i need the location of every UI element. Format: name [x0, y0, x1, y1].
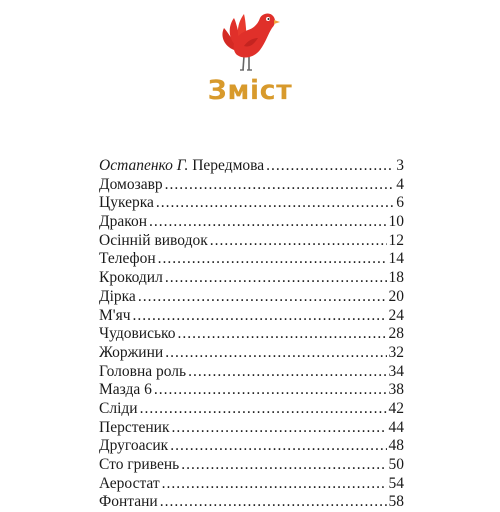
toc-leader-dots [210, 232, 387, 251]
toc-entry [99, 232, 404, 251]
toc-page-number: 24 [388, 306, 404, 324]
toc-leader-dots [162, 475, 387, 494]
toc-entry-label: Чудовисько [99, 325, 176, 343]
toc-page-number: 42 [388, 399, 404, 417]
toc-entry [99, 344, 404, 363]
toc-entry-title [99, 307, 131, 326]
toc-page-number: 12 [388, 231, 404, 249]
toc-page-number: 32 [388, 343, 404, 361]
toc-leader-dots [178, 325, 387, 344]
toc-entry [99, 363, 404, 382]
toc-page-number: 50 [388, 456, 404, 473]
toc-entry-label: Аеростат [99, 474, 160, 492]
toc-leader-dots [140, 400, 387, 419]
toc-leader-dots [170, 437, 386, 456]
toc-entry [99, 288, 404, 307]
toc-page-number: 38 [388, 381, 404, 399]
toc-entry-title [99, 363, 186, 382]
toc-leader-dots [181, 456, 386, 475]
toc-entry [99, 157, 404, 176]
toc-page-number: 58 [388, 493, 404, 511]
toc-entry-title [99, 232, 208, 251]
toc-page-number: 6 [396, 194, 404, 212]
toc-page-number: 44 [388, 418, 404, 436]
toc-entry [99, 493, 404, 512]
toc-leader-dots [149, 213, 387, 232]
toc-page-number: 4 [396, 175, 404, 193]
toc-entry-label: М'яч [99, 306, 131, 324]
toc-entry-label: Сліди [99, 399, 138, 417]
toc-entry-title [99, 269, 163, 288]
toc-entry [99, 475, 404, 494]
toc-page-number: 20 [388, 287, 404, 305]
toc-entry [99, 269, 404, 288]
toc-entry-title [99, 344, 163, 363]
toc-entry-label: Головна роль [99, 362, 187, 380]
toc-leader-dots [156, 194, 394, 213]
toc-entry-title [99, 400, 138, 419]
toc-entry [99, 194, 404, 213]
toc-entry [99, 381, 404, 400]
toc-entry-title [99, 419, 169, 438]
toc-entry-author: Остапенко Г. [99, 157, 189, 174]
toc-leader-dots [266, 157, 394, 176]
toc-entry-label: Жоржини [99, 343, 164, 361]
toc-leader-dots [165, 176, 395, 195]
toc-entry-label: Фонтани [99, 493, 158, 511]
toc-page-number: 3 [396, 157, 404, 174]
toc-entry-title [99, 157, 264, 176]
toc-entry [99, 176, 404, 195]
toc-entry [99, 437, 404, 456]
toc-entry-title [99, 437, 168, 456]
toc-entry-title [99, 325, 176, 344]
toc-leader-dots [165, 344, 386, 363]
toc-entry-title [99, 288, 136, 307]
toc-page-number: 34 [388, 362, 404, 380]
toc-leader-dots [154, 381, 387, 400]
toc-leader-dots [158, 250, 387, 269]
toc-entry-label: Цукерка [99, 194, 154, 212]
toc-entry [99, 400, 404, 419]
toc-entry-label: Домозавр [99, 175, 163, 193]
toc-page-number: 18 [388, 269, 404, 287]
toc-leader-dots [165, 269, 387, 288]
toc-leader-dots [160, 493, 387, 512]
toc-page-number: 10 [388, 213, 404, 231]
toc-page-number: 14 [388, 250, 404, 268]
toc-entry-title [99, 250, 156, 269]
toc-entry-title [99, 381, 152, 400]
toc-entry-label: Дракон [99, 213, 147, 231]
toc-entry-label: Мазда 6 [99, 381, 152, 399]
toc-leader-dots [133, 307, 387, 326]
toc-entry [99, 307, 404, 326]
toc-entry-title [99, 213, 147, 232]
toc-entry-label: Передмова [192, 157, 265, 174]
toc-entry [99, 213, 404, 232]
page-title: Зміст [207, 75, 293, 106]
toc-page-number: 54 [388, 474, 404, 492]
toc-entry [99, 325, 404, 344]
toc-entry-label: Осінній виводок [99, 231, 208, 249]
red-bird-icon [214, 6, 282, 74]
toc-entry [99, 250, 404, 269]
toc-entry [99, 419, 404, 438]
toc-entry-label: Другоасик [99, 437, 169, 455]
toc-leader-dots [138, 288, 387, 307]
toc-page-number: 48 [388, 437, 404, 455]
toc-leader-dots [188, 363, 386, 382]
toc-entry-label: Перстеник [99, 418, 170, 436]
toc-entry-title [99, 456, 179, 475]
toc-page-number: 28 [388, 325, 404, 343]
toc-entry-label: Телефон [99, 250, 156, 268]
toc-entry-title [99, 475, 160, 494]
toc-entry-label: Сто гривень [99, 456, 180, 473]
toc-leader-dots [171, 419, 386, 438]
toc-entry-label: Дірка [99, 287, 136, 305]
toc-entry-label: Крокодил [99, 269, 163, 287]
toc-entry [99, 456, 404, 475]
table-of-contents [99, 157, 404, 512]
toc-entry-title [99, 493, 158, 512]
toc-entry-title [99, 176, 163, 195]
toc-entry-title [99, 194, 154, 213]
